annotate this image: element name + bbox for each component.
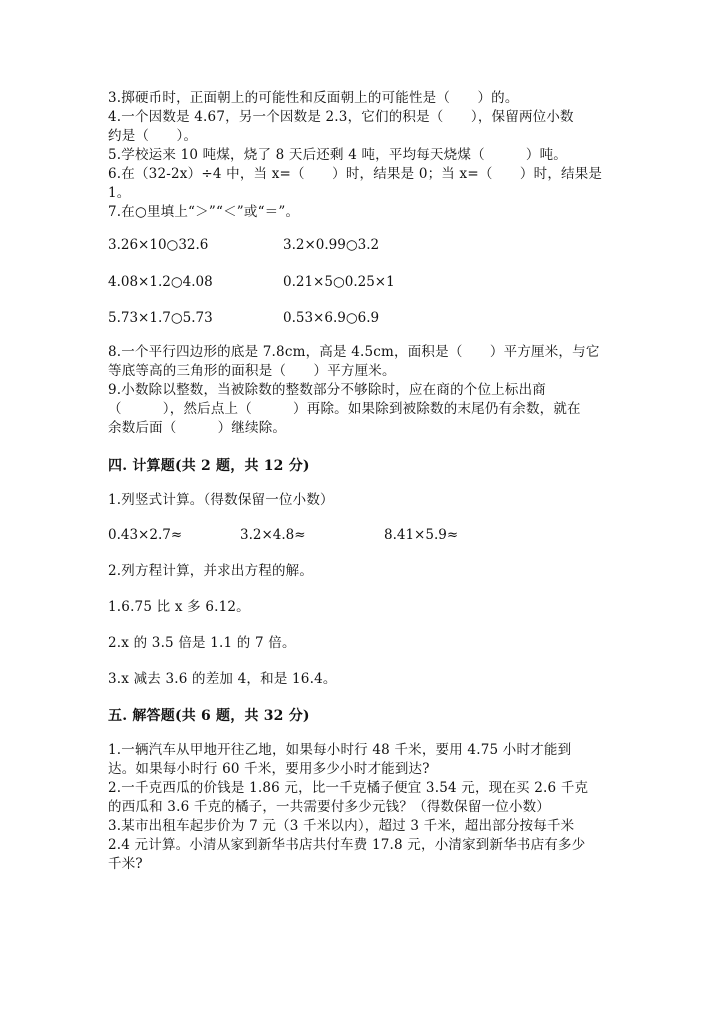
word-problem-1-line-2: 达。如果每小时行 60 千米，要用多少小时才能到达? — [108, 761, 430, 777]
question-8-line-2: 等底等高的三角形的面积是（ ）平方厘米。 — [108, 363, 396, 379]
compare-row-2-left: 4.08×1.2○4.08 — [108, 274, 213, 290]
calc-q1-item-2: 3.2×4.8≈ — [240, 527, 306, 543]
question-4-line-1: 4.一个因数是 4.67，另一个因数是 2.3，它们的积是（ ），保留两位小数 — [108, 109, 574, 125]
calc-q1-prompt: 1.列竖式计算。（得数保留一位小数） — [108, 492, 334, 508]
word-problem-3-line-1: 3.某市出租车起步价为 7 元（3 千米以内），超过 3 千米，超出部分按每千米 — [108, 818, 575, 834]
question-3-line-1: 3.掷硬币时，正面朝上的可能性和反面朝上的可能性是（ ）的。 — [108, 90, 519, 106]
word-problem-2-line-2: 的西瓜和 3.6 千克的橘子，一共需要付多少元钱？（得数保留一位小数） — [108, 799, 551, 815]
word-problem-3-line-2: 2.4 元计算。小清从家到新华书店共付车费 17.8 元，小清家到新华书店有多少 — [108, 837, 586, 853]
word-problem-2-line-1: 2.一千克西瓜的价钱是 1.86 元，比一千克橘子便宜 3.54 元，现在买 2.6 千克 — [108, 780, 589, 796]
compare-row-3-right: 0.53×6.9○6.9 — [283, 310, 380, 326]
question-6-line-1: 6.在（32-2x）÷4 中，当 x=（ ）时，结果是 0；当 x=（ ）时，结果是 — [108, 166, 603, 182]
question-9-line-2: （ ），然后点上（ ）再除。如果除到被除数的末尾仍有余数，就在 — [108, 401, 581, 417]
word-problem-3-line-3: 千米? — [108, 856, 143, 872]
calc-q2-item-3: 3.x 减去 3.6 的差加 4，和是 16.4。 — [108, 671, 337, 687]
question-7-line-1: 7.在○里填上“＞”“＜”或“＝”。 — [108, 204, 300, 220]
compare-row-2-right: 0.21×5○0.25×1 — [283, 274, 395, 290]
question-9-line-3: 余数后面（ ）继续除。 — [108, 420, 287, 436]
calc-q1-item-1: 0.43×2.7≈ — [108, 527, 183, 543]
section-5-title: 五. 解答题(共 6 题，共 32 分) — [108, 708, 310, 724]
calc-q2-item-1: 1.6.75 比 x 多 6.12。 — [108, 599, 250, 615]
compare-row-1-right: 3.2×0.99○3.2 — [283, 237, 380, 253]
compare-row-1-left: 3.26×10○32.6 — [108, 237, 209, 253]
section-4-title: 四. 计算题(共 2 题，共 12 分) — [108, 458, 310, 474]
calc-q2-item-2: 2.x 的 3.5 倍是 1.1 的 7 倍。 — [108, 635, 296, 651]
question-9-line-1: 9.小数除以整数，当被除数的整数部分不够除时，应在商的个位上标出商 — [108, 382, 546, 398]
question-5-line-1: 5.学校运来 10 吨煤，烧了 8 天后还剩 4 吨，平均每天烧煤（ ）吨。 — [108, 147, 567, 163]
question-8-line-1: 8.一个平行四边形的底是 7.8cm，高是 4.5cm，面积是（ ）平方厘米，与它 — [108, 344, 600, 360]
calc-q1-item-3: 8.41×5.9≈ — [384, 527, 459, 543]
question-6-line-2: 1。 — [108, 185, 131, 201]
calc-q2-prompt: 2.列方程计算，并求出方程的解。 — [108, 563, 314, 579]
word-problem-1-line-1: 1.一辆汽车从甲地开往乙地，如果每小时行 48 千米，要用 4.75 小时才能到 — [108, 742, 572, 758]
question-4-line-2: 约是（ ）。 — [108, 128, 198, 144]
compare-row-3-left: 5.73×1.7○5.73 — [108, 310, 213, 326]
